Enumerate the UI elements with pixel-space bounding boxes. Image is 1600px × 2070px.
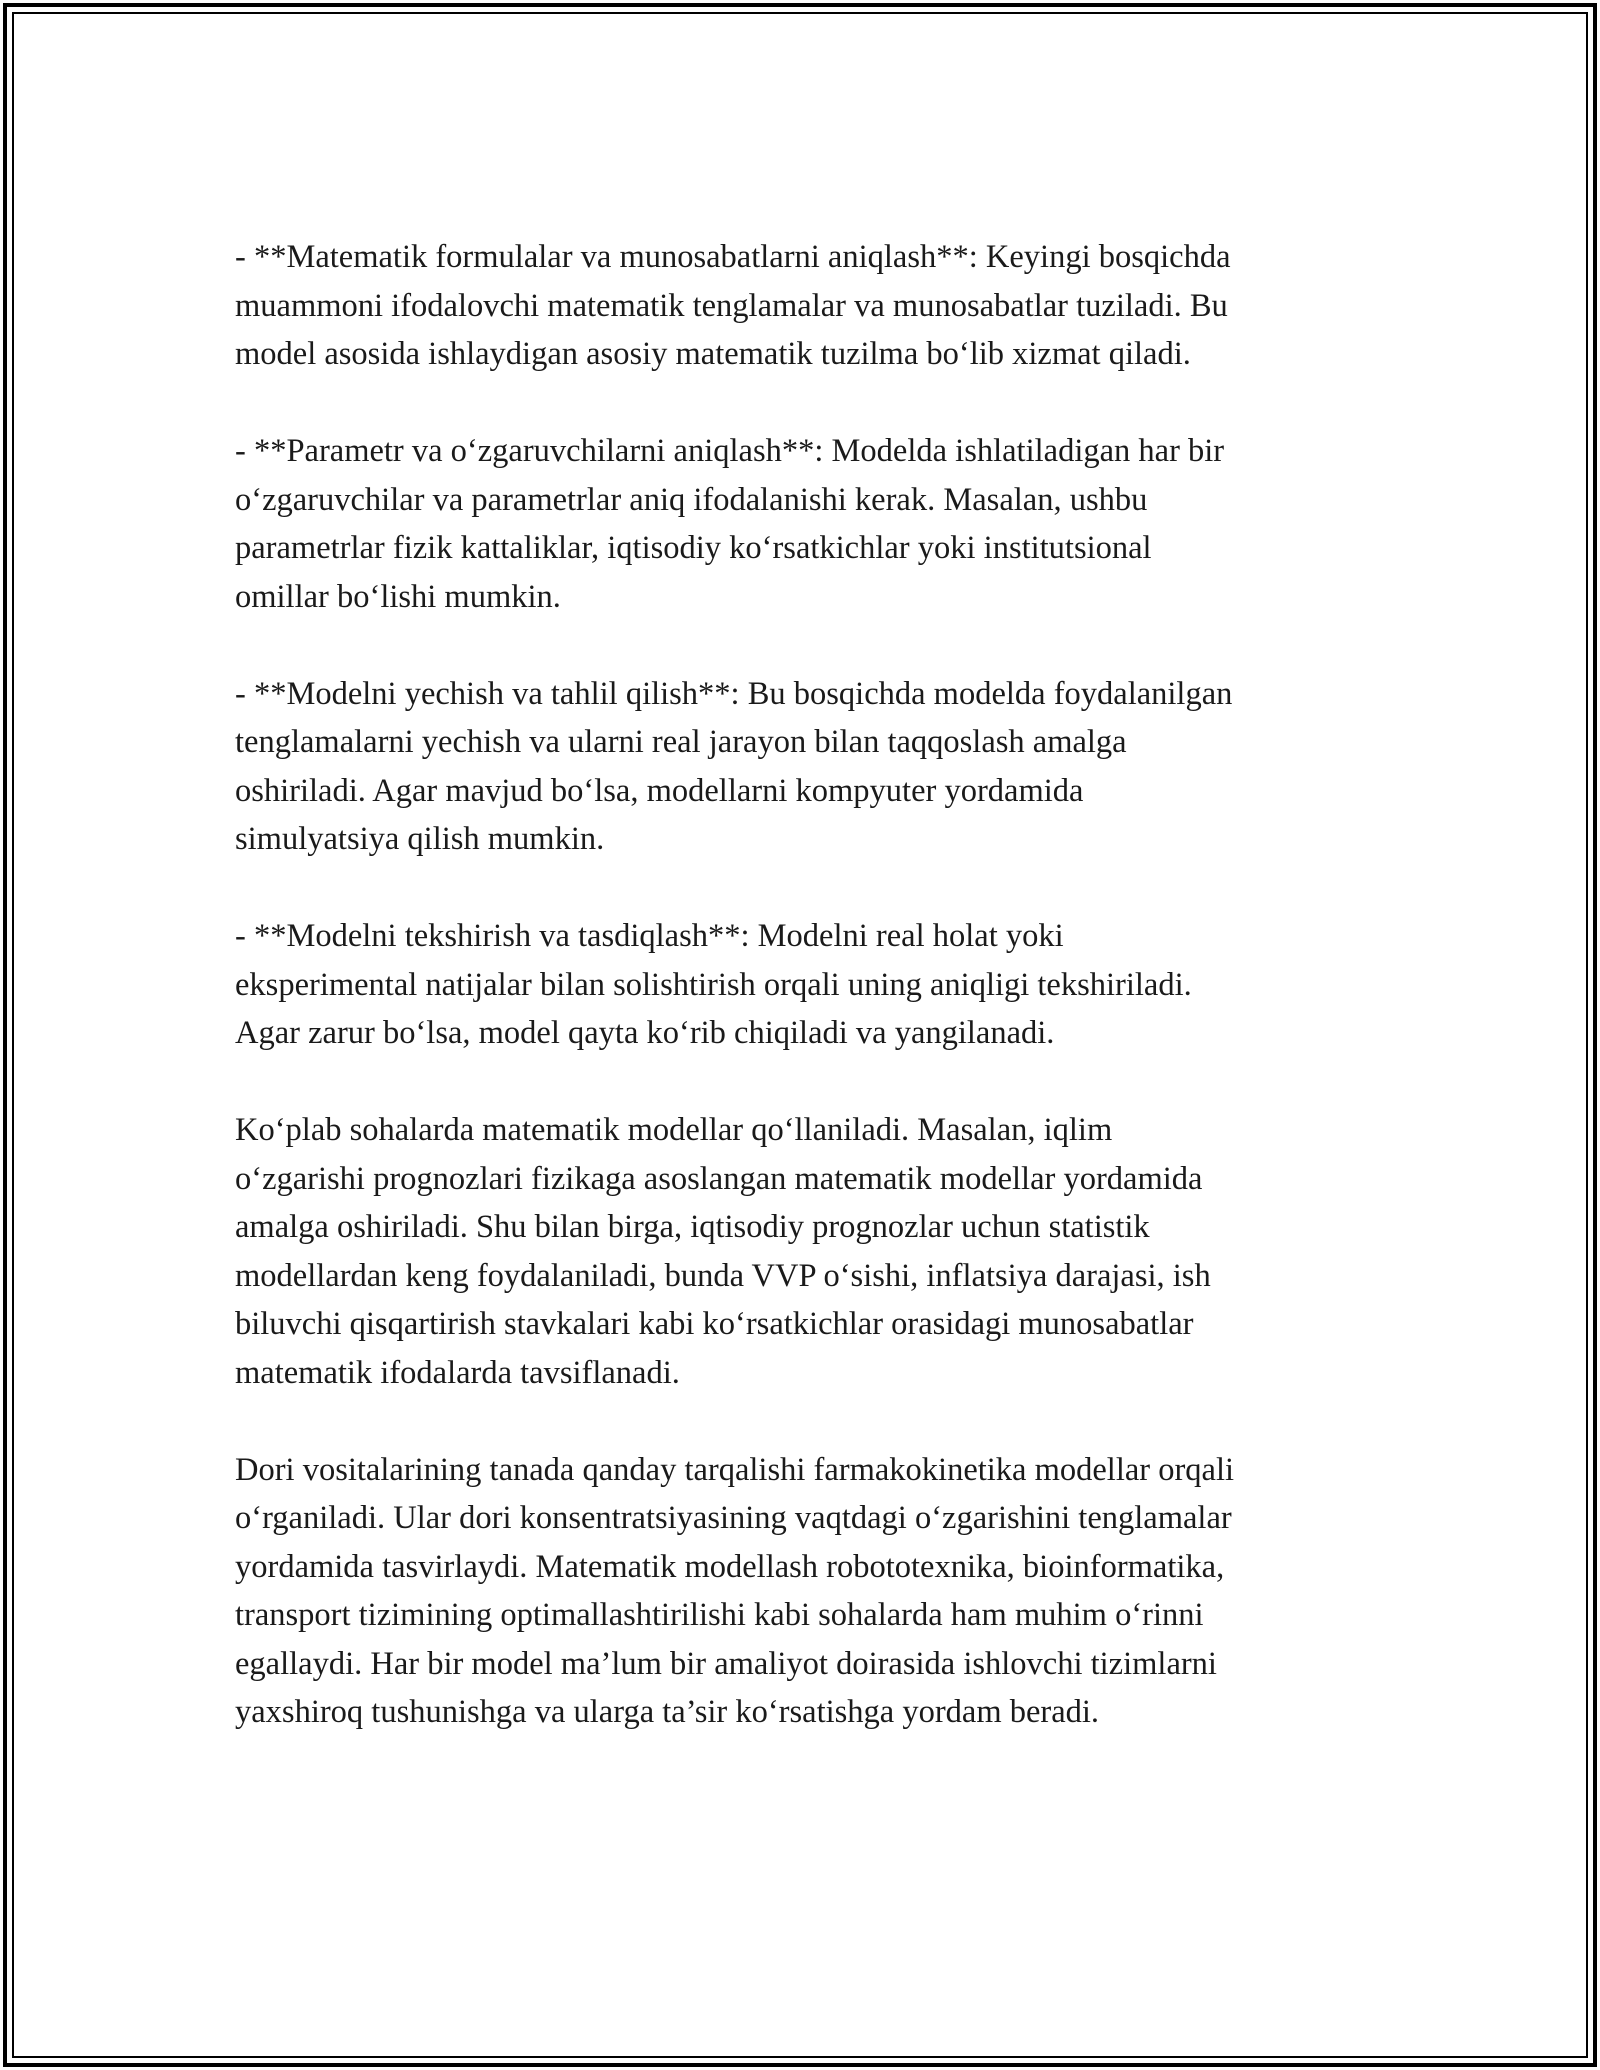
text-line: transport tizimining optimallashtirilishi kabi sohalarda ham muhim o‘rinni	[235, 1597, 1204, 1633]
text-line: - **Modelni tekshirish va tasdiqlash**: Modelni real holat yoki	[235, 918, 1064, 954]
text-line: muammoni ifodalovchi matematik tenglamalar va munosabatlar tuziladi. Bu	[235, 287, 1228, 324]
text-line: amalga oshiriladi. Shu bilan birga, iqtisodiy prognozlar uchun statistik	[235, 1209, 1150, 1245]
text-line: omillar bo‘lishi mumkin.	[235, 578, 561, 615]
paragraph-applications	[235, 1106, 1365, 1397]
text-line: tenglamalarni yechish va ularni real jarayon bilan taqqoslash amalga	[235, 724, 1127, 760]
text-line: model asosida ishlaydigan asosiy matematik tuzilma bo‘lib xizmat qiladi.	[235, 336, 1191, 372]
text-line: - **Parametr va o‘zgaruvchilarni aniqlash**: Modelda ishlatiladigan har bir	[235, 433, 1225, 469]
document-body	[235, 233, 1365, 1785]
text-line: o‘zgaruvchilar va parametrlar aniq ifodalanishi kerak. Masalan, ushbu	[235, 481, 1148, 518]
text-line: oshiriladi. Agar mavjud bo‘lsa, modellarni kompyuter yordamida	[235, 772, 1084, 809]
text-line: modellardan keng foydalaniladi, bunda VVP o‘sishi, inflatsiya darajasi, ish	[235, 1257, 1211, 1294]
paragraph-parameters	[235, 427, 1365, 621]
text-line: yordamida tasvirlaydi. Matematik modellash robototexnika, bioinformatika,	[235, 1548, 1225, 1585]
paragraph-formulas	[235, 233, 1365, 379]
text-line: Ko‘plab sohalarda matematik modellar qo‘llaniladi. Masalan, iqlim	[235, 1112, 1113, 1148]
text-line: matematik ifodalarda tavsiflanadi.	[235, 1354, 680, 1391]
text-line: egallaydi. Har bir model ma’lum bir amaliyot doirasida ishlovchi tizimlarni	[235, 1645, 1217, 1682]
text-line: simulyatsiya qilish mumkin.	[235, 821, 605, 857]
paragraph-pharmacokinetics	[235, 1446, 1365, 1737]
text-line: - **Modelni yechish va tahlil qilish**: Bu bosqichda modelda foydalanilgan	[235, 675, 1233, 712]
text-line: Dori vositalarining tanada qanday tarqalishi farmakokinetika modellar orqali	[235, 1451, 1235, 1488]
text-line: o‘zgarishi prognozlari fizikaga asoslangan matematik modellar yordamida	[235, 1160, 1203, 1197]
text-line: Agar zarur bo‘lsa, model qayta ko‘rib chiqiladi va yangilanadi.	[235, 1015, 1055, 1051]
text-line: parametrlar fizik kattaliklar, iqtisodiy ko‘rsatkichlar yoki institutsional	[235, 530, 1152, 566]
text-line: biluvchi qisqartirish stavkalari kabi ko‘rsatkichlar orasidagi munosabatlar	[235, 1306, 1194, 1342]
text-line: yaxshiroq tushunishga va ularga ta’sir ko‘rsatishga yordam beradi.	[235, 1694, 1100, 1730]
text-line: eksperimental natijalar bilan solishtirish orqali uning aniqligi tekshiriladi.	[235, 966, 1192, 1003]
text-line: o‘rganiladi. Ular dori konsentratsiyasining vaqtdagi o‘zgarishini tenglamalar	[235, 1500, 1232, 1536]
text-line: - **Matematik formulalar va munosabatlarni aniqlash**: Keyingi bosqichda	[235, 239, 1231, 275]
paragraph-solving	[235, 670, 1365, 864]
paragraph-validation	[235, 912, 1365, 1058]
